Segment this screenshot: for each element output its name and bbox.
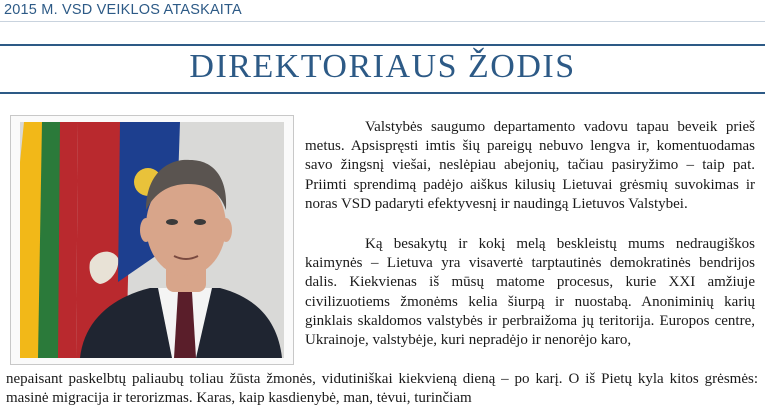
flag-red-stripe xyxy=(58,122,78,358)
header-divider xyxy=(0,21,765,22)
photo-frame xyxy=(10,115,294,365)
paragraph-2: Ką besakytų ir kokį melą beskleistų mums nedraugiškos kaimynės – Lietuva yra visavertė tarptautinės demokratinės bendrijos dalis. Kiekvienas iš mūsų matome procesus, kurie XXI amžiuje civilizuotiems žmonėms kelia šiurpą ir nuostabą. Anoniminių karių ginklais skaldomos valstybės ir perbraižoma jų teritorija. Europos centre, Ukrainoje, valstybėje, kuri nepradėjo ir nenorėjo karo, xyxy=(305,236,755,349)
right-eye xyxy=(194,219,206,225)
left-ear xyxy=(140,218,152,242)
director-portrait xyxy=(20,122,284,358)
right-ear xyxy=(220,218,232,242)
left-eye xyxy=(166,219,178,225)
title-rule-bottom xyxy=(0,92,765,94)
paragraph-3: nepaisant paskelbtų paliaubų toliau žūsta žmonės, vidutiniškai kiekvieną dieną – po karį. O iš Pietų kyla kitos grėsmės: masinė migracija ir terorizmas. Karas, kaip kasdienybė, man, tėvui, turinčiam xyxy=(6,371,758,407)
running-header: 2015 M. VSD VEIKLOS ATASKAITA xyxy=(4,2,242,18)
title-rule-top xyxy=(0,44,765,46)
paragraph-1: Valstybės saugumo departamento vadovu tapau beveik prieš metus. Apsispręsti imtis šių pareigų nebuvo lengva ir, komentuodamas savo žingsnį viešai, neslėpiau abejonių, tačiau pasiryžimo – taip pat. Priimti sprendimą padėjo aiškus kilusių Lietuvai grėsmių suvokimas ir noras VSD padaryti efektyvesnį ir naudingą Lietuvos Valstybei. xyxy=(305,119,755,212)
section-title: DIREKTORIAUS ŽODIS xyxy=(189,48,576,85)
